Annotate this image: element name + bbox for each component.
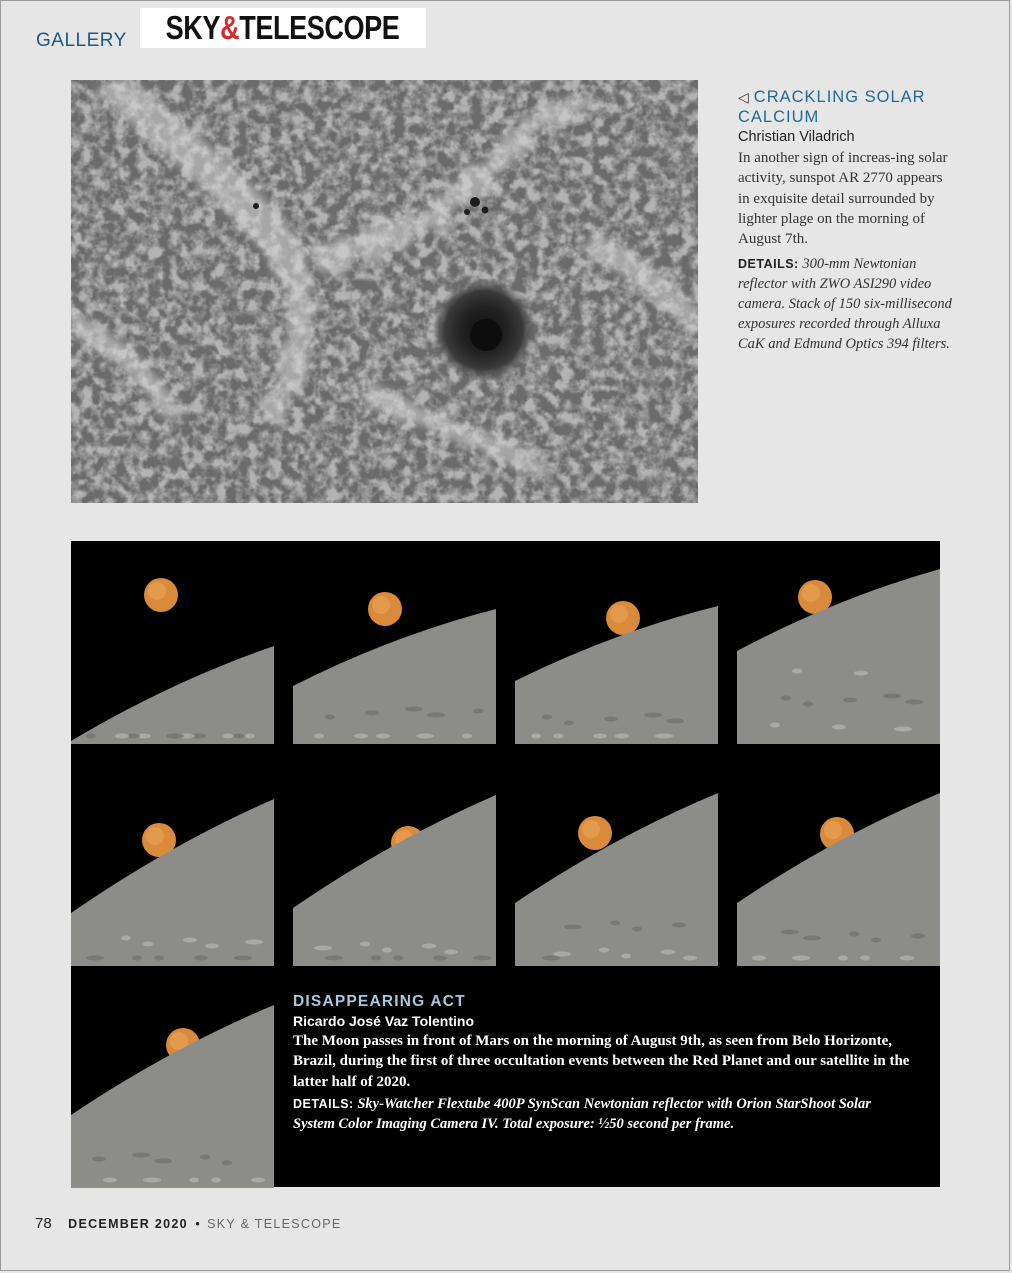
lunar-feature — [781, 930, 799, 935]
occultation-frame — [515, 541, 718, 744]
lunar-feature — [666, 719, 684, 724]
lunar-feature — [473, 709, 483, 714]
lunar-feature — [911, 934, 925, 939]
lunar-feature — [832, 725, 846, 730]
lunar-feature — [905, 700, 923, 705]
lunar-feature — [245, 734, 255, 739]
solar-caption-details: DETAILS: 300-mm Newtonian reflector with ZWO ASI290 video camera. Stack of 150 six-millisecond exposures recorded through Alluxa CaK and Edmund Optics 394 filters. — [738, 256, 952, 353]
occultation-caption-details: DETAILS: Sky-Watcher Flextube 400P SynScan Newtonian reflector with Orion StarShoot Solar System Color Imaging Camera IV. Total exposure: ½50 second per frame. — [293, 1095, 871, 1133]
mars-highlight — [610, 605, 628, 623]
issue-date: DECEMBER 2020 — [68, 1217, 188, 1231]
lunar-feature — [444, 950, 458, 955]
lunar-feature — [222, 1161, 232, 1166]
lunar-feature — [900, 956, 914, 961]
page-footer — [35, 1215, 342, 1233]
lunar-feature — [661, 950, 675, 955]
moon-limb — [737, 569, 940, 744]
lunar-feature — [422, 944, 436, 949]
lunar-feature — [672, 923, 686, 928]
lunar-feature — [792, 669, 802, 674]
occultation-frame — [71, 763, 274, 966]
lunar-feature — [427, 713, 445, 718]
lunar-feature — [599, 948, 609, 953]
lunar-feature — [871, 938, 881, 943]
lunar-feature — [132, 1153, 150, 1158]
lunar-feature — [121, 936, 131, 941]
page-number: 78 — [35, 1215, 52, 1232]
lunar-feature — [803, 702, 813, 707]
lunar-feature — [376, 734, 390, 739]
lunar-feature — [115, 734, 129, 739]
lunar-feature — [365, 711, 379, 716]
lunar-feature — [655, 734, 673, 739]
lunar-feature — [234, 734, 244, 739]
footer-separator: • — [195, 1217, 200, 1231]
mars-highlight — [146, 827, 164, 845]
mars-highlight — [802, 584, 820, 602]
magazine-name: SKY & TELESCOPE — [207, 1217, 342, 1231]
moon-limb — [515, 793, 718, 966]
lunar-feature — [531, 734, 541, 739]
mars-highlight — [372, 596, 390, 614]
lunar-feature — [542, 715, 552, 720]
lunar-feature — [360, 942, 370, 947]
lunar-feature — [894, 727, 912, 732]
moon-limb — [293, 609, 496, 744]
lunar-feature — [393, 956, 403, 961]
lunar-feature — [792, 956, 810, 961]
lunar-feature — [610, 921, 620, 926]
lunar-feature — [752, 956, 766, 961]
occultation-frame — [293, 541, 496, 744]
section-label: GALLERY — [36, 30, 127, 51]
sunspot — [432, 278, 536, 382]
lunar-feature — [553, 952, 571, 957]
lunar-feature — [604, 717, 618, 722]
lunar-feature — [770, 723, 780, 728]
lunar-feature — [183, 938, 197, 943]
occultation-caption — [293, 992, 913, 1135]
lunar-feature — [154, 956, 164, 961]
lunar-feature — [143, 1178, 161, 1183]
lunar-feature — [154, 1159, 172, 1164]
occultation-frame — [737, 541, 940, 744]
moon-limb — [71, 799, 274, 966]
lunar-feature — [354, 734, 368, 739]
lunar-feature — [781, 696, 791, 701]
magazine-logo — [140, 8, 426, 48]
lunar-feature — [849, 932, 859, 937]
logo-text: SKY&TELESCOPE — [166, 9, 400, 46]
occultation-frame — [293, 763, 496, 966]
occultation-frame — [71, 985, 274, 1188]
lunar-feature — [883, 694, 901, 699]
lunar-feature — [314, 946, 332, 951]
lunar-feature — [382, 948, 392, 953]
moon-limb — [71, 646, 274, 744]
moon-limb — [293, 795, 496, 966]
lunar-feature — [325, 715, 335, 720]
lunar-feature — [92, 1157, 106, 1162]
lunar-feature — [593, 734, 607, 739]
lunar-feature — [234, 956, 252, 961]
solar-photo-image — [71, 80, 698, 503]
lunar-feature — [166, 734, 184, 739]
lunar-feature — [803, 936, 821, 941]
lunar-feature — [194, 956, 208, 961]
solar-caption-title: ◁ CRACKLING SOLAR CALCIUM — [738, 88, 926, 126]
occultation-frame — [515, 763, 718, 966]
lunar-feature — [433, 956, 447, 961]
lunar-feature — [473, 956, 491, 961]
lunar-feature — [838, 956, 848, 961]
lunar-feature — [632, 927, 642, 932]
lunar-feature — [143, 942, 153, 947]
solar-caption — [738, 87, 953, 354]
mars-highlight — [824, 821, 842, 839]
solar-caption-body: In another sign of increas-ing solar activity, sunspot AR 2770 appears in exquisite detail surrounded by lighter plage on the morning of August 7th. — [738, 150, 948, 248]
lunar-feature — [564, 925, 582, 930]
lunar-feature — [683, 956, 697, 961]
lunar-feature — [223, 734, 233, 739]
lunar-feature — [211, 1178, 221, 1183]
solar-caption-author: Christian Viladrich — [738, 129, 855, 145]
lunar-feature — [542, 956, 560, 961]
lunar-feature — [564, 721, 574, 726]
lunar-feature — [621, 954, 631, 959]
occultation-caption-title: DISAPPEARING ACT — [293, 993, 466, 1010]
left-triangle-icon: ◁ — [738, 89, 750, 105]
lunar-feature — [200, 1155, 210, 1160]
mars-highlight — [582, 820, 600, 838]
lunar-feature — [553, 734, 563, 739]
lunar-feature — [371, 956, 381, 961]
lunar-feature — [615, 734, 629, 739]
mars-highlight — [148, 582, 166, 600]
solar-photo — [71, 80, 698, 503]
lunar-feature — [86, 734, 96, 739]
lunar-feature — [205, 944, 219, 949]
lunar-feature — [132, 956, 142, 961]
lunar-feature — [644, 713, 662, 718]
occultation-caption-body: The Moon passes in front of Mars on the morning of August 9th, as seen from Belo Horizonte, Brazil, during the first of three occultation events between the Red Planet and our satellite in the latter half of 2020. — [293, 1033, 910, 1090]
lunar-feature — [405, 707, 423, 712]
lunar-feature — [103, 1178, 117, 1183]
occultation-caption-author: Ricardo José Vaz Tolentino — [293, 1013, 475, 1029]
lunar-feature — [854, 671, 868, 676]
lunar-feature — [189, 1178, 199, 1183]
lunar-feature — [462, 734, 472, 739]
lunar-feature — [314, 734, 324, 739]
lunar-feature — [843, 698, 857, 703]
lunar-feature — [325, 956, 343, 961]
lunar-feature — [416, 734, 434, 739]
lunar-feature — [860, 956, 870, 961]
occultation-frame — [71, 541, 274, 744]
lunar-feature — [86, 956, 104, 961]
lunar-feature — [245, 940, 263, 945]
occultation-frame — [737, 763, 940, 966]
lunar-feature — [251, 1178, 265, 1183]
